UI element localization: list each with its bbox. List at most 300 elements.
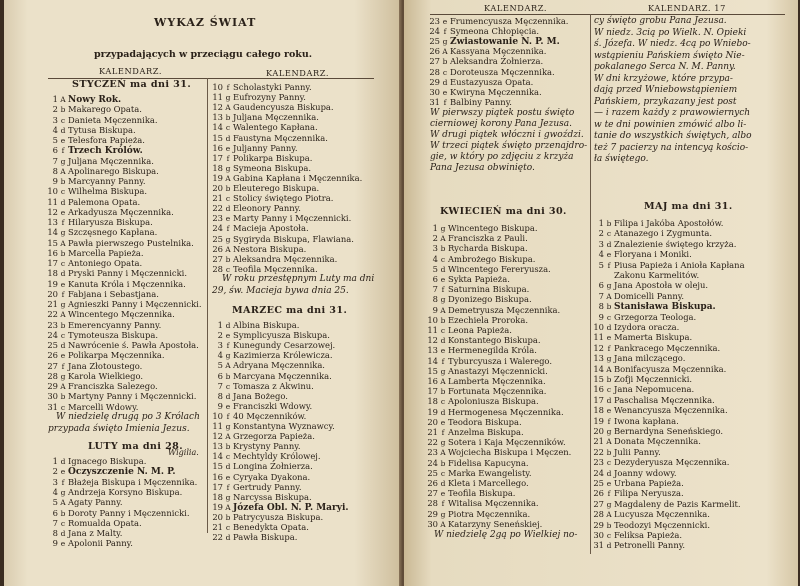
day-number: 7	[432, 284, 438, 295]
saint-name: Marcyana Męczennika.	[233, 370, 332, 381]
saint-name: Szczęsnego Kapłana.	[68, 227, 158, 238]
day-number: 31	[429, 96, 440, 107]
calendar-entry	[426, 97, 512, 108]
dominical-letter: e	[60, 467, 66, 477]
dominical-letter: b	[225, 254, 231, 264]
dominical-letter: A	[60, 95, 66, 104]
saint-name: Donata Męczennika.	[614, 436, 701, 447]
calendar-entry	[424, 519, 542, 530]
note-line: cy święto grobu Pana Jezusa.	[594, 16, 727, 26]
dominical-letter: f	[443, 97, 447, 107]
saint-name: Doroteusza Męczennika.	[450, 66, 555, 77]
day-number: 23	[429, 16, 440, 26]
day-number: 21	[47, 299, 58, 309]
dominical-letter: e	[440, 417, 446, 427]
calendar-entry	[590, 270, 699, 280]
calendar-entry	[590, 540, 685, 551]
dominical-letter: c	[60, 330, 66, 340]
dominical-letter: f	[607, 416, 611, 426]
day-number: 9	[432, 304, 438, 315]
day-number: 16	[593, 384, 604, 395]
right-page	[404, 0, 798, 586]
dominical-letter: f	[226, 482, 230, 492]
dominical-letter: c	[440, 397, 446, 407]
dominical-letter: d	[440, 479, 446, 488]
day-number: 20	[427, 416, 438, 427]
saint-name: Wenancyusza Męczennika.	[614, 405, 728, 416]
saint-name: Kazimierza Królewicza.	[233, 350, 333, 361]
day-number: 31	[47, 401, 58, 412]
saint-name: Teodora Biskupa.	[448, 416, 522, 427]
dominical-letter: b	[225, 371, 231, 381]
day-number: 18	[212, 162, 223, 173]
dominical-letter: d	[606, 239, 612, 249]
day-number: 15	[47, 237, 58, 248]
day-number: 22	[212, 532, 223, 543]
day-number: 25	[212, 233, 223, 244]
saint-name: Fabjana i Sebastjana.	[68, 288, 159, 299]
dominical-letter: f	[226, 411, 230, 421]
day-number: 22	[427, 437, 438, 448]
dominical-letter: e	[60, 136, 66, 145]
day-number: 28	[427, 498, 438, 509]
dominical-letter: g	[440, 295, 446, 305]
saint-name: Witalisa Męczennika.	[448, 498, 539, 509]
saint-name: Fidelisa Kapucyna.	[448, 457, 529, 468]
day-number: 8	[432, 294, 438, 305]
dominical-letter: e	[225, 401, 231, 411]
saint-name: Joanny wdowy.	[614, 467, 677, 478]
dominical-letter: b	[440, 244, 446, 254]
day-number: 10	[593, 322, 604, 332]
saint-name: Symeona Chłopięcia.	[450, 26, 540, 37]
saint-name: Piotra Męczennika.	[448, 508, 531, 519]
saint-name: Zofji Męczennicki.	[614, 374, 693, 384]
saint-name: Benedykta Opata.	[233, 522, 309, 532]
day-number: 2	[52, 466, 58, 477]
dominical-letter: A	[225, 502, 231, 512]
dominical-letter: d	[225, 321, 231, 330]
saint-name: Magdaleny de Pazis Karmelit.	[614, 498, 741, 509]
saint-name: Bonifacyusza Męczennika.	[614, 363, 727, 374]
day-number: 11	[427, 325, 438, 335]
dominical-letter: b	[225, 442, 231, 452]
dominical-letter: c	[606, 458, 612, 468]
dominical-letter: e	[225, 472, 231, 482]
saint-name: Polikarpa Biskupa.	[233, 152, 313, 163]
dominical-letter: c	[225, 123, 231, 133]
saint-name: Agaty Panny.	[68, 497, 123, 508]
dominical-letter: g	[225, 492, 231, 502]
day-number: 27	[47, 360, 58, 371]
day-number: 15	[212, 132, 223, 143]
saint-name: Aleksandra Żołnierza.	[450, 56, 544, 67]
saint-name: Doroty Panny i Męczennicki.	[68, 507, 190, 518]
kwiecien-note: W niedzielę 2gą po Wielkiej no-	[434, 530, 578, 540]
saint-name: Ambrożego Biskupa.	[448, 253, 536, 264]
dominical-letter: f	[226, 224, 230, 234]
dominical-letter: e	[606, 406, 612, 416]
day-number: 30	[47, 391, 58, 402]
dominical-letter: A	[440, 234, 446, 244]
dominical-letter: A	[60, 382, 66, 391]
saint-name: Urbana Papieża.	[614, 478, 684, 488]
dominical-letter: e	[225, 143, 231, 153]
dominical-letter: A	[60, 238, 66, 248]
kalendarz-header-right: KALENDARZ. 17	[648, 3, 726, 13]
day-number: 13	[212, 112, 223, 123]
day-number: 2	[598, 228, 604, 239]
dominical-letter: e	[606, 250, 612, 260]
dominical-letter: c	[225, 523, 231, 532]
dominical-letter: f	[61, 361, 65, 371]
saint-name: Pawła Biskupa.	[233, 532, 298, 543]
dominical-letter: e	[442, 87, 448, 97]
saint-name: Cyryaka Dyakona.	[233, 471, 311, 482]
day-number: 28	[429, 66, 440, 77]
day-number: 27	[212, 253, 223, 264]
dominical-letter: b	[440, 315, 446, 325]
saint-name: Katarzyny Seneńskiej.	[448, 518, 543, 529]
note-line: tanie do wszystkich świętych, albo	[594, 131, 752, 141]
dominical-letter: b	[60, 392, 66, 402]
dominical-letter: e	[60, 279, 66, 289]
day-number: 17	[427, 386, 438, 397]
day-number: 23	[427, 447, 438, 458]
saint-name: Macieja Apostoła.	[233, 223, 309, 234]
saint-name: Zakonu Karmelitów.	[614, 270, 700, 280]
dominical-letter: c	[440, 254, 446, 264]
day-number: 1	[217, 320, 223, 330]
dominical-letter: f	[607, 260, 611, 270]
page-title: WYKAZ ŚWIAT	[154, 16, 257, 29]
day-number: 3	[52, 476, 58, 487]
day-number: 12	[47, 206, 58, 217]
day-number: 6	[52, 507, 58, 518]
saint-name: Kunegundy Cesarzowej.	[233, 340, 336, 351]
dominical-letter: b	[60, 320, 66, 330]
saint-name: Marcelli Wdowy.	[68, 401, 139, 412]
note-line: W pierwszy piątek postu święto	[430, 108, 575, 118]
saint-name: Hermenegilda Króla.	[448, 345, 537, 356]
saint-name: Danieta Męczennika.	[68, 114, 158, 125]
day-number: 24	[429, 26, 440, 37]
saint-name: Wincentego Fereryusza.	[448, 263, 551, 274]
day-number: 20	[593, 426, 604, 436]
dominical-letter: g	[225, 351, 231, 361]
day-number: 20	[212, 183, 223, 193]
dominical-letter: g	[225, 163, 231, 173]
day-number: 29	[429, 76, 440, 87]
saint-name: Dezyderyusza Męczennika.	[614, 457, 730, 468]
day-number: 24	[593, 467, 604, 478]
day-number: 9	[52, 538, 58, 549]
dominical-letter: c	[225, 381, 231, 391]
saint-name: Wincentego Męczennika.	[68, 309, 175, 320]
saint-name: Demetryusza Męczennika.	[448, 304, 561, 315]
saint-name: Lucyusza Męczennika.	[614, 509, 710, 520]
dominical-letter: d	[60, 529, 66, 539]
day-number: 27	[427, 488, 438, 499]
saint-name: Konstantego Biskupa.	[448, 335, 541, 346]
month-header-styczen: STYCZEŃ ma dni 31.	[72, 79, 192, 90]
month-header-marzec: MARZEC ma dni 31.	[232, 305, 348, 316]
saint-name: Kassyana Męczennika.	[450, 46, 547, 57]
dominical-letter: d	[442, 77, 448, 87]
saint-name: Juljanny Panny.	[233, 142, 298, 153]
dominical-letter: A	[606, 364, 612, 374]
day-number: 11	[212, 92, 223, 103]
saint-name: Karola Wielkiego.	[68, 370, 144, 381]
saint-name: Filipa Neryusza.	[614, 488, 684, 499]
day-number: 7	[52, 517, 58, 528]
day-number: 29	[47, 381, 58, 391]
day-number: 24	[47, 329, 58, 340]
saint-name: Franciszka z Pauli.	[448, 233, 528, 244]
saint-name: Patrycyusza Biskupa.	[233, 511, 324, 522]
day-number: 4	[52, 124, 58, 135]
day-number: 8	[52, 528, 58, 539]
day-number: 5	[52, 135, 58, 145]
month-header-kwiecien: KWIECIEŃ ma dni 30.	[440, 206, 567, 217]
saint-name: Jana Nepomucena.	[614, 384, 695, 395]
saint-name: Znalezienie świętego krzyża.	[614, 238, 737, 249]
saint-name: Atanazego i Zygmunta.	[614, 228, 713, 239]
styczen-note-1: W niedzielę drugą po 3 Królach	[56, 412, 200, 422]
dominical-letter: f	[226, 83, 230, 92]
dominical-letter: A	[225, 361, 231, 371]
day-number: 17	[593, 394, 604, 405]
dominical-letter: b	[606, 219, 612, 228]
note-line: ś. Józefa. W niedz. 4cą po Wniebo-	[594, 39, 751, 49]
dominical-letter: A	[225, 432, 231, 442]
month-header-maj: MAJ ma dni 31.	[644, 201, 733, 212]
saint-name: Gabina Kapłana i Męczennika.	[233, 172, 363, 183]
day-number: 19	[47, 278, 58, 289]
dominical-letter: A	[60, 310, 66, 320]
dominical-letter: d	[225, 204, 231, 214]
day-number: 22	[47, 309, 58, 320]
saint-name: Longina Żołnierza.	[233, 461, 313, 472]
calendar-entry	[209, 532, 297, 543]
saint-name: Juljana Męczennika.	[68, 155, 154, 166]
calendar-entry	[44, 402, 138, 413]
dominical-letter: d	[225, 533, 231, 543]
day-number: 6	[217, 370, 223, 381]
day-number: 13	[47, 217, 58, 227]
dominical-letter: g	[225, 234, 231, 244]
dominical-letter: d	[440, 407, 446, 417]
note-line: w te dni powinien zmówić albo li-	[594, 119, 747, 130]
day-number: 26	[427, 478, 438, 488]
saint-name: Błażeja Biskupa i Męczennika.	[68, 476, 198, 487]
day-number: 23	[593, 457, 604, 468]
note-line: dają przed Wniebowstąpieniem	[594, 85, 738, 95]
day-number: 8	[217, 390, 223, 401]
saint-name: Zwiastowanie N. P. M.	[450, 37, 560, 48]
saint-name: Jana z Malty.	[68, 528, 123, 539]
saint-name: Domicelli Panny.	[614, 290, 685, 301]
dominical-letter: d	[440, 264, 446, 274]
saint-name: Sygiryda Biskupa, Flawiana.	[233, 233, 354, 244]
saint-name: Romualda Opata.	[68, 517, 142, 528]
dominical-letter: d	[60, 269, 66, 279]
saint-name: Tymoteusza Biskupa.	[68, 329, 158, 340]
saint-name: Rycharda Biskupa.	[448, 243, 528, 254]
dominical-letter: e	[440, 346, 446, 356]
saint-name: Anastazyi Męczennicki.	[448, 365, 548, 376]
day-number: 14	[427, 355, 438, 366]
dominical-letter: b	[442, 57, 448, 67]
dominical-letter: g	[606, 427, 612, 436]
day-number: 10	[427, 314, 438, 325]
day-number: 11	[212, 421, 223, 431]
saint-name: Aleksandra Męczennika.	[233, 253, 338, 264]
saint-name: Leona Papieża.	[448, 325, 512, 335]
saint-name: Martyny Panny i Męczennicki.	[68, 391, 197, 402]
dominical-letter: f	[226, 153, 230, 163]
saint-name: Ignacego Biskupa.	[68, 456, 147, 466]
dominical-letter: A	[225, 173, 231, 183]
saint-name: Filipa i Jakóba Apostołów.	[614, 218, 724, 228]
saint-name: Wilhelma Biskupa.	[68, 186, 148, 197]
day-number: 9	[217, 400, 223, 411]
day-number: 4	[598, 249, 604, 260]
note-line: ła świętego.	[594, 154, 649, 164]
note-line: Pana Jezusa obwinięto.	[430, 163, 535, 173]
dominical-letter: d	[60, 341, 66, 350]
day-number: 13	[593, 353, 604, 364]
saint-name: Konstantyna Wyznawcy.	[233, 421, 335, 431]
dominical-letter: c	[225, 194, 231, 204]
day-number: 12	[212, 431, 223, 442]
day-number: 1	[52, 456, 58, 466]
saint-name: Eleuterego Biskupa.	[233, 183, 320, 193]
saint-name: Jana Bożego.	[233, 390, 288, 401]
saint-name: Adryana Męczennika.	[233, 360, 325, 371]
kalendarz-header-right: KALENDARZ.	[266, 68, 330, 78]
day-number: 11	[593, 332, 604, 343]
saint-name: Saturnina Biskupa.	[448, 284, 530, 295]
dominical-letter: g	[440, 438, 446, 448]
dominical-letter: d	[60, 457, 66, 466]
saint-name: Juljana Męczennika.	[233, 112, 319, 123]
day-number: 14	[593, 363, 604, 374]
dominical-letter: d	[440, 336, 446, 346]
day-number: 10	[212, 82, 223, 92]
note-line: cierniowej korony Pana Jezusa.	[430, 119, 573, 129]
saint-name: Grzegorza Papieża.	[233, 431, 315, 442]
saint-name: Feliksa Papieża.	[614, 530, 683, 540]
dominical-letter: b	[440, 387, 446, 397]
dominical-letter: e	[60, 351, 66, 361]
saint-name: Mamerta Biskupa.	[614, 332, 693, 343]
day-number: 29	[593, 519, 604, 530]
day-number: 3	[598, 238, 604, 249]
day-number: 20	[47, 288, 58, 299]
dominical-letter: b	[606, 520, 612, 530]
day-number: 21	[212, 193, 223, 204]
kalendarz-header-left: KALENDARZ.	[99, 66, 163, 76]
saint-name: Faustyna Męczennika.	[233, 132, 328, 143]
saint-name: Jana Apostoła w oleju.	[614, 280, 709, 291]
day-number: 15	[212, 461, 223, 472]
dominical-letter: f	[226, 341, 230, 351]
dominical-letter: d	[606, 395, 612, 405]
note-line: W drugi piątek włóczni i gwoździ.	[430, 130, 584, 140]
dominical-letter: f	[607, 489, 611, 499]
saint-name: Krystyny Panny.	[233, 441, 301, 452]
dominical-letter: g	[440, 509, 446, 519]
dominical-letter: g	[225, 93, 231, 103]
dominical-letter: b	[60, 105, 66, 115]
note-line: też 7 pacierzy na intencyą kościo-	[594, 142, 749, 153]
saint-name: Teofila Męczennika.	[233, 263, 318, 274]
day-number: 12	[212, 102, 223, 113]
day-number: 11	[47, 196, 58, 207]
saint-name: Apolinarego Biskupa.	[68, 165, 159, 176]
saint-name: 40 Męczenników.	[233, 410, 307, 421]
saint-name: Floryana i Moniki.	[614, 249, 692, 260]
dominical-letter: g	[606, 354, 612, 364]
dominical-letter: e	[606, 479, 612, 488]
day-number: 2	[432, 233, 438, 244]
saint-name: Tytusa Biskupa.	[68, 124, 136, 135]
left-page	[4, 0, 402, 586]
day-number: 27	[593, 498, 604, 509]
day-number: 26	[47, 350, 58, 361]
day-number: 18	[427, 396, 438, 407]
dominical-letter: e	[442, 17, 448, 26]
kalendarz-header-left: KALENDARZ.	[484, 3, 548, 13]
dominical-letter: g	[440, 366, 446, 376]
dominical-letter: g	[60, 156, 66, 166]
day-number: 17	[212, 481, 223, 492]
day-number: 18	[47, 268, 58, 279]
day-number: 2	[52, 104, 58, 115]
luty-note-1: W roku przestępnym Luty ma dni	[222, 274, 375, 284]
saint-name: Fortunata Męczennika.	[448, 386, 547, 397]
saint-name: Eufrozyny Panny.	[233, 92, 306, 103]
dominical-letter: d	[606, 541, 612, 551]
dominical-letter: c	[60, 402, 66, 412]
saint-name: Walentego Kapłana.	[233, 122, 318, 133]
saint-name: Sotera i Kaja Męczenników.	[448, 437, 566, 448]
day-number: 3	[52, 114, 58, 125]
saint-name: Ezechiela Proroka.	[448, 314, 528, 325]
dominical-letter: c	[60, 115, 66, 125]
day-number: 1	[598, 218, 604, 228]
saint-name: Petronelli Panny.	[614, 540, 685, 551]
saint-name: Mechtyldy Królowej.	[233, 451, 321, 462]
day-number: 14	[47, 227, 58, 238]
saint-name: Agnieszki Panny i Męczennicki.	[68, 299, 202, 309]
saint-name: Franciszka Salezego.	[68, 381, 158, 391]
dominical-letter: c	[606, 531, 612, 540]
day-number: 19	[427, 406, 438, 417]
dominical-letter: e	[60, 539, 66, 549]
dominical-letter: c	[440, 326, 446, 335]
luty-note-2: 29, św. Macieja bywa dnia 25.	[212, 286, 349, 296]
month-header-luty: LUTY ma dni 28.	[88, 441, 183, 452]
saint-name: Kanuta Króla i Męczennika.	[68, 278, 186, 289]
saint-name: Polikarpa Męczennika.	[68, 350, 165, 361]
saint-name: Nowy Rok.	[68, 95, 122, 105]
dominical-letter: b	[440, 458, 446, 468]
saint-name: Antoniego Opata.	[68, 258, 143, 268]
day-number: 26	[429, 46, 440, 57]
dominical-letter: b	[60, 508, 66, 518]
